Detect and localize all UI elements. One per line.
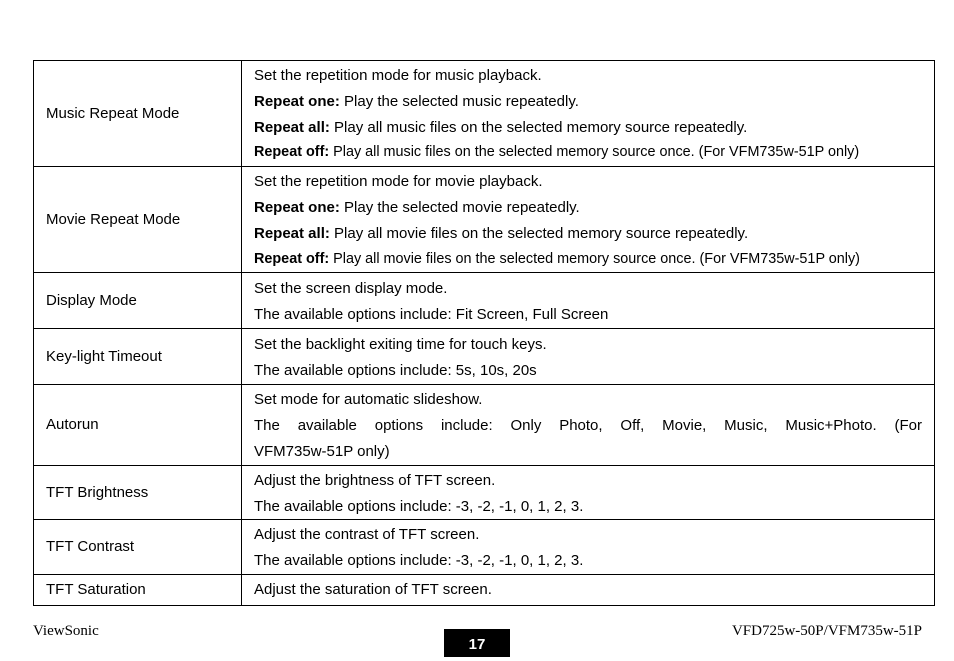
- option-term: Repeat all:: [254, 224, 330, 242]
- option-term: Repeat one:: [254, 198, 340, 216]
- table-row: [34, 465, 935, 520]
- setting-description: [242, 167, 935, 273]
- description-line: The available options include: Only Photo, Off, Movie, Music, Music+Photo. (For: [254, 417, 922, 435]
- option-term: Repeat all:: [254, 118, 330, 136]
- description-line: Set the repetition mode for music playback.: [254, 67, 542, 84]
- footer-model: VFD725w-50P/VFM735w-51P: [731, 623, 922, 639]
- setting-name: Key-light Timeout: [34, 329, 242, 385]
- setting-name: TFT Brightness: [34, 465, 242, 520]
- footer-brand: ViewSonic: [33, 623, 99, 639]
- settings-table: [33, 60, 935, 606]
- setting-name: TFT Saturation: [34, 574, 242, 605]
- setting-description: [242, 520, 935, 575]
- table-row: [34, 273, 935, 329]
- setting-name: Display Mode: [34, 273, 242, 329]
- table-row: [34, 167, 935, 273]
- setting-description: [242, 273, 935, 329]
- description-line: The available options include: -3, -2, -1, 0, 1, 2, 3.: [254, 552, 584, 570]
- table-row: [34, 385, 935, 465]
- description-line: Adjust the saturation of TFT screen.: [254, 580, 492, 598]
- description-line: VFM735w-51P only): [254, 442, 390, 460]
- description-line: The available options include: 5s, 10s, 20s: [254, 361, 537, 379]
- table-row: [34, 520, 935, 575]
- description-line: Repeat all: Play all movie files on the selected memory source repeatedly.: [254, 224, 749, 242]
- setting-name: Autorun: [34, 385, 242, 465]
- description-line: Set the backlight exiting time for touch keys.: [254, 336, 547, 354]
- setting-description: [242, 574, 935, 605]
- description-line: The available options include: Fit Screen, Full Screen: [254, 305, 609, 323]
- setting-name: Movie Repeat Mode: [34, 167, 242, 273]
- description-line: Repeat one: Play the selected movie repeatedly.: [254, 198, 580, 216]
- setting-description: [242, 385, 935, 465]
- setting-description: [242, 329, 935, 385]
- table-row: [34, 329, 935, 385]
- description-line: Set the screen display mode.: [254, 280, 448, 298]
- option-term: Repeat off:: [254, 144, 330, 161]
- description-line: The available options include: -3, -2, -1, 0, 1, 2, 3.: [254, 497, 584, 515]
- setting-description: [242, 465, 935, 520]
- description-line: Repeat all: Play all music files on the selected memory source repeatedly.: [254, 118, 748, 136]
- setting-description: [242, 61, 935, 167]
- table-row: [34, 574, 935, 605]
- description-line: Repeat one: Play the selected music repeatedly.: [254, 92, 579, 110]
- setting-name: Music Repeat Mode: [34, 61, 242, 167]
- page-number: 17: [444, 629, 510, 657]
- setting-name: TFT Contrast: [34, 520, 242, 575]
- description-line: Set the repetition mode for movie playback.: [254, 173, 543, 191]
- description-line: Set mode for automatic slideshow.: [254, 391, 483, 409]
- description-line: Repeat off: Play all music files on the selected memory source once. (For VFM735w-51P only): [254, 144, 860, 161]
- description-line: Repeat off: Play all movie files on the selected memory source once. (For VFM735w-51P only): [254, 250, 860, 267]
- description-line: Adjust the contrast of TFT screen.: [254, 526, 480, 544]
- table-row: [34, 61, 935, 167]
- option-term: Repeat one:: [254, 92, 340, 110]
- option-term: Repeat off:: [254, 250, 330, 267]
- description-line: Adjust the brightness of TFT screen.: [254, 471, 496, 489]
